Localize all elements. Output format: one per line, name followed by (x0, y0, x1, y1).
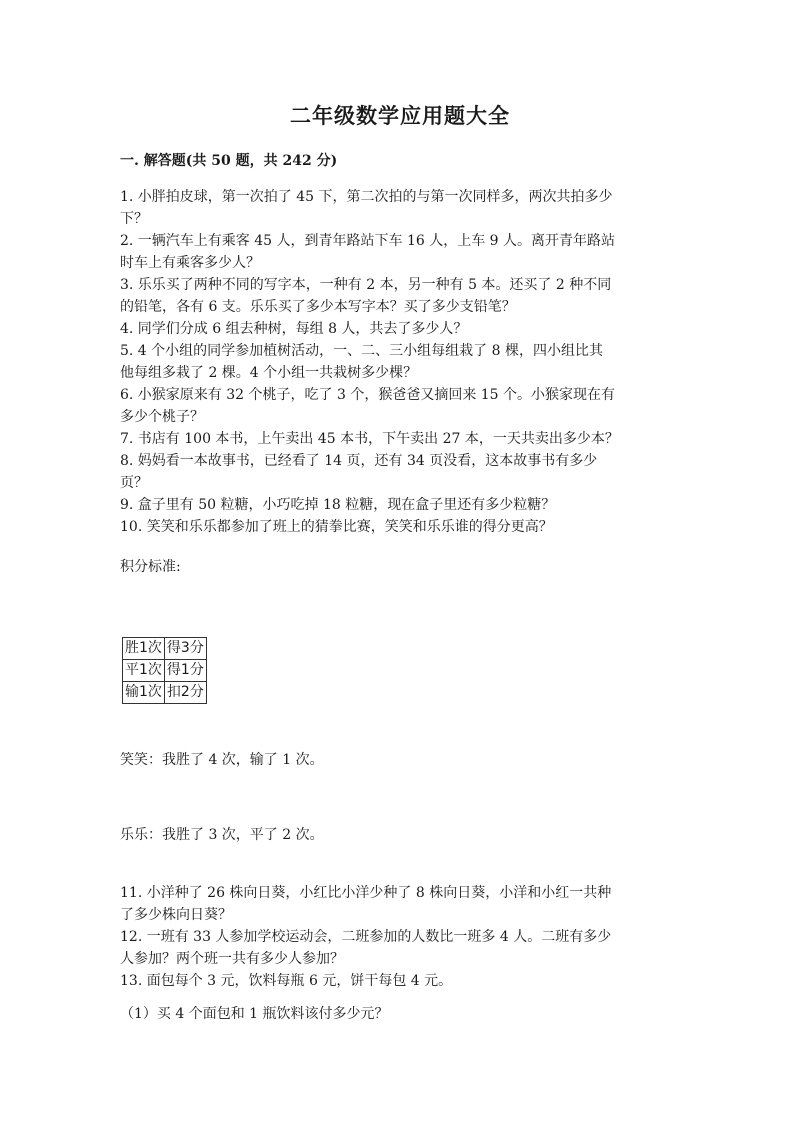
table-cell: 扣2分 (164, 682, 206, 704)
question-line: 时车上有乘客多少人？ (120, 255, 260, 271)
question-10 (120, 516, 680, 538)
question-line: 7. 书店有 100 本书，上午卖出 45 本书，下午卖出 27 本，一天共卖出多少本？ (120, 431, 619, 447)
question-13 (120, 970, 680, 992)
sub-question-1: （1）买 4 个面包和 1 瓶饮料该付多少元？ (120, 1006, 389, 1022)
section-heading: 一. 解答题(共 50 题，共 242 分) (120, 153, 338, 169)
question-line: 他每组多栽了 2 棵。4 个小组一共栽树多少棵？ (120, 365, 418, 381)
question-4 (120, 318, 680, 340)
question-line: 3. 乐乐买了两种不同的写字本，一种有 2 本，另一种有 5 本。还买了 2 种不同 (120, 277, 612, 293)
question-line: 8. 妈妈看一本故事书，已经看了 14 页，还有 34 页没看，这本故事书有多少 (120, 453, 598, 469)
question-line: 人参加？两个班一共有多少人参加？ (120, 951, 344, 967)
question-6 (120, 384, 680, 428)
question-line: 13. 面包每个 3 元，饮料每瓶 6 元，饼干每包 4 元。 (120, 973, 453, 989)
score-table (122, 637, 207, 704)
question-line: 12. 一班有 33 人参加学校运动会，二班参加的人数比一班多 4 人。二班有多少 (120, 929, 612, 945)
table-cell: 得3分 (164, 638, 206, 660)
question-line: 11. 小洋种了 26 株向日葵，小红比小洋少种了 8 株向日葵，小洋和小红一共种 (120, 885, 612, 901)
page-title: 二年级数学应用题大全 (290, 103, 510, 128)
question-line: 6. 小猴家原来有 32 个桃子，吃了 3 个，猴爸爸又摘回来 15 个。小猴家现在有 (120, 387, 616, 403)
question-line: 页？ (120, 475, 148, 491)
question-line: 1. 小胖拍皮球，第一次拍了 45 下，第二次拍的与第一次同样多，两次共拍多少 (120, 189, 613, 205)
table-row (123, 638, 207, 660)
xiaoxiao-result: 笑笑：我胜了 4 次，输了 1 次。 (120, 752, 324, 768)
table-row (123, 660, 207, 682)
question-list-part2 (120, 882, 680, 992)
lele-result: 乐乐：我胜了 3 次，平了 2 次。 (120, 827, 324, 843)
question-line: 10. 笑笑和乐乐都参加了班上的猜拳比赛，笑笑和乐乐谁的得分更高？ (120, 519, 553, 535)
question-8 (120, 450, 680, 494)
table-row (123, 682, 207, 704)
question-line: 多少个桃子？ (120, 409, 204, 425)
question-9 (120, 494, 680, 516)
question-11 (120, 882, 680, 926)
question-7 (120, 428, 680, 450)
question-line: 5. 4 个小组的同学参加植树活动，一、二、三小组每组栽了 8 棵，四小组比其 (120, 343, 603, 359)
question-5 (120, 340, 680, 384)
question-2 (120, 230, 680, 274)
question-line: 了多少株向日葵？ (120, 907, 232, 923)
question-line: 下？ (120, 211, 148, 227)
question-line: 9. 盒子里有 50 粒糖，小巧吃掉 18 粒糖，现在盒子里还有多少粒糖？ (120, 497, 556, 513)
table-cell: 输1次 (123, 682, 165, 704)
question-line: 4. 同学们分成 6 组去种树，每组 8 人，共去了多少人？ (120, 321, 468, 337)
scoring-label: 积分标准: (120, 559, 181, 575)
question-12 (120, 926, 680, 970)
table-cell: 平1次 (123, 660, 165, 682)
question-list-part1 (120, 186, 680, 538)
question-1 (120, 186, 680, 230)
table-cell: 胜1次 (123, 638, 165, 660)
question-line: 2. 一辆汽车上有乘客 45 人，到青年路站下车 16 人，上车 9 人。离开青年路站 (120, 233, 616, 249)
question-3 (120, 274, 680, 318)
question-line: 的铅笔，各有 6 支。乐乐买了多少本写字本？买了多少支铅笔？ (120, 299, 516, 315)
table-cell: 得1分 (164, 660, 206, 682)
